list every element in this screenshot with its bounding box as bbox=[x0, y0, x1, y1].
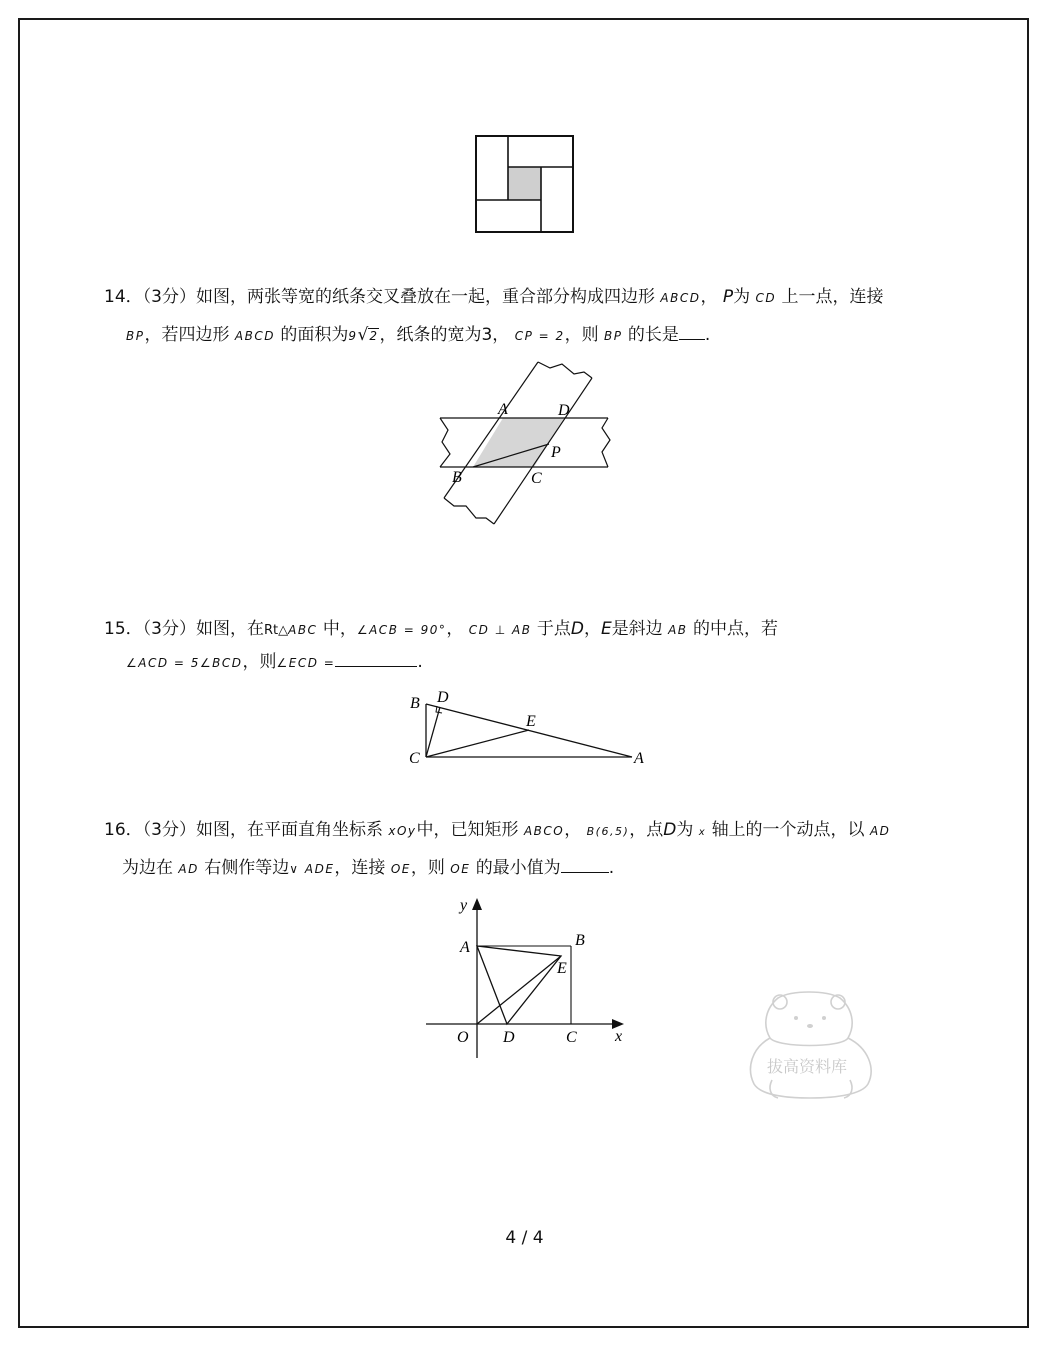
label-a: A bbox=[634, 750, 644, 767]
q16-text: 轴上的一个动点，以 bbox=[711, 820, 865, 840]
label-y: y bbox=[460, 897, 468, 914]
q14-text: ，若四边形 bbox=[144, 325, 230, 345]
q14-text: ，则 bbox=[564, 325, 599, 345]
q15-text: 中， bbox=[322, 619, 357, 639]
q16-math: AD bbox=[869, 824, 891, 838]
q14-text: ，纸条的宽为3， bbox=[379, 325, 510, 345]
q16-text: ，点 bbox=[629, 820, 664, 840]
label-b: B bbox=[575, 932, 585, 949]
q16-text: 如图，在平面直角坐标系 bbox=[195, 820, 383, 840]
q16-text: 为边在 bbox=[122, 858, 173, 878]
q16-text: ，连接 bbox=[334, 858, 386, 878]
q14-number: 14． bbox=[104, 287, 143, 307]
q15-math: ∠ACD = 5∠BCD bbox=[126, 656, 243, 670]
q15-triangle-figure bbox=[400, 684, 660, 774]
q14-math: ABCD bbox=[660, 291, 701, 305]
bear-watermark bbox=[742, 988, 882, 1106]
q16-math: ABCO bbox=[523, 824, 565, 838]
q14-point-p: P bbox=[722, 287, 734, 307]
y-axis-arrow-icon bbox=[472, 898, 482, 910]
q14-math: BP bbox=[126, 329, 145, 343]
q14-text: 的面积为 bbox=[280, 325, 349, 345]
q16-math: ∨ ADE bbox=[289, 862, 335, 876]
q15-point-d: D bbox=[570, 619, 584, 639]
q14-radicand: 2 bbox=[369, 329, 379, 343]
q14-points: （3分） bbox=[142, 287, 196, 307]
label-c: C bbox=[566, 1029, 577, 1046]
q16-number: 16． bbox=[104, 820, 143, 840]
q14-strips-figure bbox=[430, 358, 620, 533]
q14-text: 的长是 bbox=[627, 325, 679, 345]
q15-answer-blank[interactable] bbox=[335, 651, 417, 667]
label-a: A bbox=[498, 401, 508, 418]
label-a: A bbox=[460, 939, 470, 956]
q16-text: 右侧作等边 bbox=[204, 858, 290, 878]
q15-line2 bbox=[126, 651, 423, 674]
q15-math: ∠ACB = 90° bbox=[356, 623, 447, 637]
q16-period: . bbox=[608, 858, 615, 878]
label-d: D bbox=[503, 1029, 515, 1046]
q14-line1 bbox=[104, 286, 884, 309]
q16-math: OE bbox=[390, 862, 411, 876]
q16-math: xOy bbox=[388, 824, 417, 838]
watermark-text: 拔高资料库 bbox=[767, 1057, 848, 1076]
q16-answer-blank[interactable] bbox=[561, 857, 609, 873]
page-number: 4 / 4 bbox=[505, 1228, 544, 1248]
q14-math: ABCD bbox=[234, 329, 275, 343]
square-tiling-figure bbox=[470, 130, 580, 238]
q15-period: . bbox=[417, 652, 423, 672]
label-d: D bbox=[437, 689, 449, 706]
q15-text: 如图，在 bbox=[195, 619, 264, 639]
shaded-square bbox=[508, 167, 541, 200]
q16-line1 bbox=[104, 819, 890, 844]
q15-text: ，则 bbox=[242, 652, 277, 672]
q14-line2 bbox=[126, 324, 710, 347]
q15-text: ， bbox=[446, 619, 464, 639]
q14-answer-blank[interactable] bbox=[679, 324, 705, 340]
q15-math: ABC bbox=[288, 623, 318, 637]
label-b: B bbox=[452, 469, 462, 486]
q16-text: ，则 bbox=[410, 858, 445, 878]
q16-math: x bbox=[698, 827, 707, 838]
q14-area-coef: 9 bbox=[348, 329, 358, 343]
q15-line1 bbox=[104, 618, 778, 642]
q14-text: 如图，两张等宽的纸条交叉叠放在一起，重合部分构成四边形 bbox=[195, 287, 655, 307]
q15-math: CD ⊥ AB bbox=[468, 623, 532, 637]
label-e: E bbox=[526, 713, 536, 730]
q16-text: ， bbox=[564, 820, 582, 840]
label-e: E bbox=[557, 960, 567, 977]
sqrt-symbol: √2 bbox=[357, 325, 379, 345]
q14-math: CP = 2 bbox=[514, 329, 565, 343]
label-p: P bbox=[551, 444, 561, 461]
q14-text: ， bbox=[700, 287, 718, 307]
label-x: x bbox=[615, 1028, 623, 1045]
q15-rt-symbol: Rt△ bbox=[263, 623, 289, 638]
q16-text: 中，已知矩形 bbox=[416, 820, 519, 840]
q15-points: （3分） bbox=[142, 619, 196, 639]
q16-points: （3分） bbox=[142, 820, 196, 840]
label-b: B bbox=[410, 695, 420, 712]
q16-line2 bbox=[122, 857, 614, 880]
q14-text: 上一点，连接 bbox=[781, 287, 884, 307]
q16-math: AD bbox=[178, 862, 199, 876]
label-c: C bbox=[531, 470, 542, 487]
q15-math: AB bbox=[668, 623, 688, 637]
q16-math: OE bbox=[450, 862, 471, 876]
q15-math: ∠ECD = bbox=[276, 656, 336, 670]
q16-coordinate-figure bbox=[420, 890, 640, 1065]
q14-period: . bbox=[704, 325, 711, 345]
q14-math: CD bbox=[755, 291, 777, 305]
q16-text: 为 bbox=[676, 820, 694, 840]
q15-point-e: E bbox=[600, 619, 612, 639]
q15-text: ， bbox=[583, 619, 601, 639]
label-c: C bbox=[409, 750, 420, 767]
q14-math: BP bbox=[604, 329, 623, 343]
q15-text: 于点 bbox=[536, 619, 571, 639]
q15-text: 是斜边 bbox=[611, 619, 663, 639]
q16-text: 的最小值为 bbox=[475, 858, 561, 878]
q16-point-d: D bbox=[663, 820, 677, 840]
label-d: D bbox=[558, 402, 570, 419]
q15-number: 15． bbox=[104, 619, 143, 639]
q16-math: B(6,5) bbox=[586, 825, 630, 838]
q14-text: 为 bbox=[733, 287, 751, 307]
label-o: O bbox=[457, 1029, 469, 1046]
q15-text: 的中点，若 bbox=[692, 619, 778, 639]
